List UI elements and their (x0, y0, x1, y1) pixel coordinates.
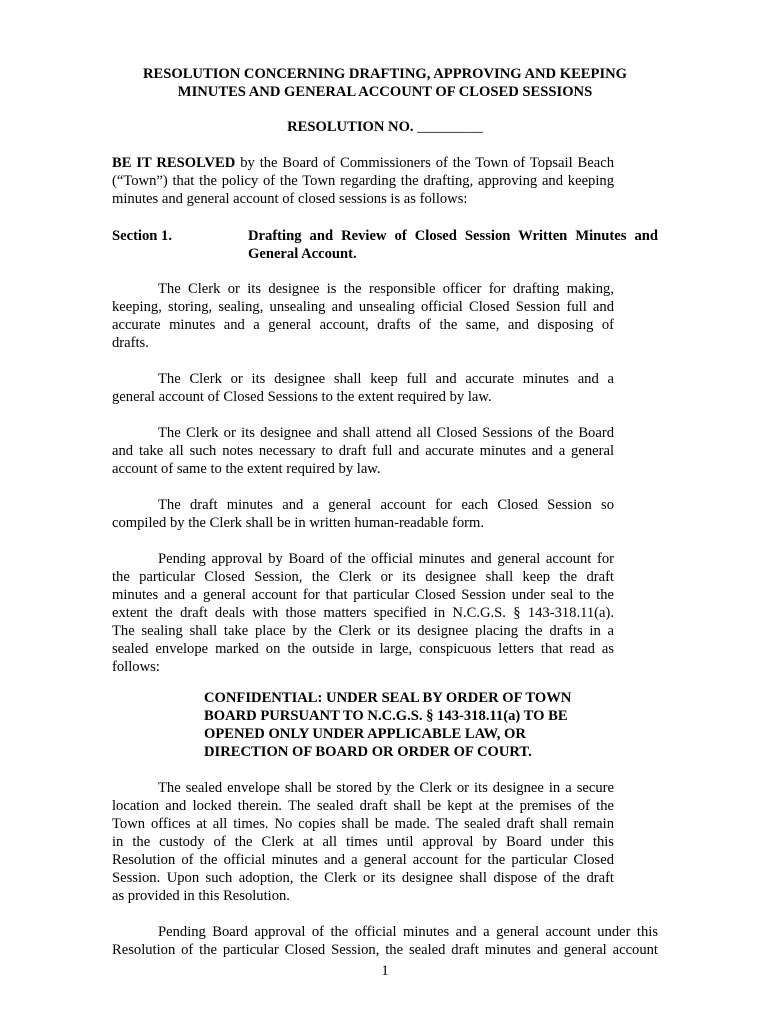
section-number: Section 1. (112, 228, 172, 244)
notice-line-3: OPENED ONLY UNDER APPLICABLE LAW, OR (204, 726, 526, 742)
p1-line-2: keeping, storing, sealing, unsealing and unsealing official Closed Session full and (112, 299, 614, 315)
p6-line-3: Town offices at all times. No copies shall be made. The sealed draft shall remain (112, 816, 614, 832)
p6-line-6: Session. Upon such adoption, the Clerk or its designee shall dispose of the draft (112, 870, 614, 886)
p3-line-3: account of same to the extent required by law. (112, 461, 381, 477)
p7-line-2: Resolution of the particular Closed Session, the sealed draft minutes and general account (112, 942, 658, 958)
intro-line-2: (“Town”) that the policy of the Town regarding the drafting, approving and keeping (112, 173, 614, 189)
notice-line-2: BOARD PURSUANT TO N.C.G.S. § 143-318.11(a) TO BE (204, 708, 568, 724)
p6-line-4: in the custody of the Clerk at all times until approval by Board under this (112, 834, 614, 850)
p4-line-2: compiled by the Clerk shall be in written human-readable form. (112, 515, 485, 531)
p6-line-1: The sealed envelope shall be stored by the Clerk or its designee in a secure (158, 780, 614, 796)
p1-line-3: accurate minutes and a general account, drafts of the same, and disposing of (112, 317, 614, 333)
section-title (248, 227, 658, 263)
p3-line-1: The Clerk or its designee and shall attend all Closed Sessions of the Board (158, 425, 614, 441)
section-title-line-2: General Account. (248, 246, 357, 262)
p3-line-2: and take all such notes necessary to draft full and accurate minutes and a general (112, 443, 614, 459)
p7-line-1: Pending Board approval of the official minutes and a general account under this (158, 924, 658, 940)
paragraph-2 (112, 370, 614, 406)
p1-line-4: drafts. (112, 335, 149, 351)
p4-line-1: The draft minutes and a general account for each Closed Session so (158, 497, 614, 513)
resolution-number (0, 118, 770, 136)
paragraph-3 (112, 424, 614, 478)
p5-line-1: Pending approval by Board of the official minutes and general account for (158, 551, 614, 567)
notice-line-4: DIRECTION OF BOARD OR ORDER OF COURT. (204, 744, 532, 760)
p1-line-1: The Clerk or its designee is the responsible officer for drafting making, (158, 281, 614, 297)
page-number: 1 (381, 963, 389, 979)
p6-line-7: as provided in this Resolution. (112, 888, 290, 904)
intro-paragraph (112, 154, 614, 208)
notice-line-1: CONFIDENTIAL: UNDER SEAL BY ORDER OF TOWN (204, 690, 572, 706)
p5-line-5: The sealing shall take place by the Clerk or its designee placing the drafts in a (112, 623, 614, 639)
p5-line-2: the particular Closed Session, the Clerk or its designee shall keep the draft (112, 569, 614, 585)
paragraph-5 (112, 550, 614, 676)
p5-line-4: extent the draft deals with those matters specified in N.C.G.S. § 143-318.11(a). (112, 605, 614, 621)
resolution-number-blank: _________ (417, 119, 483, 135)
title-line-2: MINUTES AND GENERAL ACCOUNT OF CLOSED SESSIONS (177, 84, 593, 100)
p5-line-3: minutes and a general account for that particular Closed Session under seal to the (112, 587, 614, 603)
p6-line-5: Resolution of the official minutes and a general account for the particular Closed (112, 852, 614, 868)
paragraph-6 (112, 779, 614, 905)
intro-line-1-rest: by the Board of Commissioners of the Town of Topsail Beach (235, 155, 614, 171)
p2-line-2: general account of Closed Sessions to the extent required by law. (112, 389, 492, 405)
section-title-line-1: Drafting and Review of Closed Session Written Minutes and (248, 228, 658, 244)
p2-line-1: The Clerk or its designee shall keep full and accurate minutes and a (158, 371, 614, 387)
document-title (0, 65, 770, 101)
seal-notice (204, 689, 571, 761)
title-line-1: RESOLUTION CONCERNING DRAFTING, APPROVING AND KEEPING (142, 66, 628, 82)
p6-line-2: location and locked therein. The sealed draft shall be kept at the premises of the (112, 798, 614, 814)
paragraph-1 (112, 280, 614, 352)
paragraph-4 (112, 496, 614, 532)
intro-line-3: minutes and general account of closed sessions is as follows: (112, 191, 468, 207)
resolution-number-label: RESOLUTION NO. (287, 119, 414, 135)
paragraph-7 (112, 923, 658, 959)
p5-line-6: sealed envelope marked on the outside in large, conspicuous letters that read as (112, 641, 614, 657)
intro-lead: BE IT RESOLVED (112, 155, 236, 171)
p5-line-7: follows: (112, 659, 160, 675)
